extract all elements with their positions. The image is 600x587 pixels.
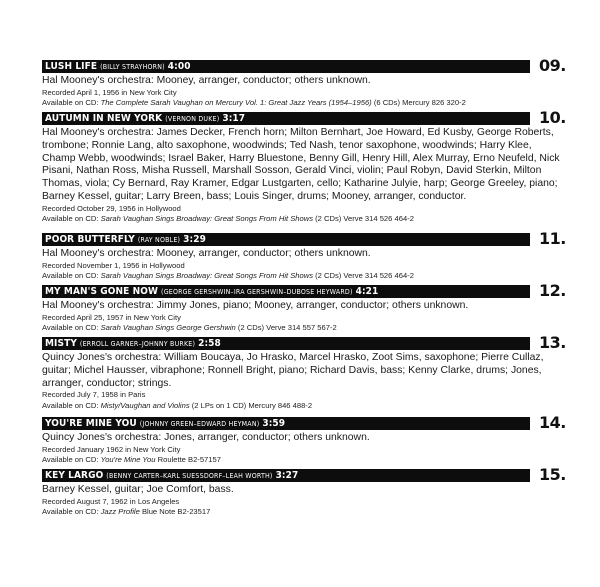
personnel-text: Barney Kessel, guitar; Joe Comfort, bass.: [42, 484, 234, 495]
recording-info: Recorded October 29, 1956 in Hollywood: [42, 203, 181, 213]
recording-info: Recorded November 1, 1956 in Hollywood: [42, 260, 185, 270]
recording-info: Recorded April 1, 1956 in New York City: [42, 87, 177, 97]
availability-info: [42, 323, 562, 333]
recording-info: Recorded April 25, 1957 in New York City: [42, 312, 181, 322]
album-title: Sarah Vaughan Sings Broadway: Great Songs From Hit Shows: [100, 214, 314, 224]
track-number: 11.: [539, 229, 566, 248]
track-title: POOR BUTTERFLY: [45, 234, 135, 245]
track-duration: 3:29: [183, 234, 206, 245]
album-title: Jazz Profile: [100, 507, 140, 517]
track-number: 09.: [539, 56, 566, 75]
availability-info: [42, 507, 562, 517]
track-details: [42, 300, 562, 334]
availability-info: [42, 455, 562, 465]
recording-info: Recorded July 7, 1958 in Paris: [42, 390, 146, 400]
track-header-bar: [42, 469, 530, 482]
available-prefix: Available on CD:: [42, 400, 99, 410]
album-title: Misty/Vaughan and Violins: [100, 400, 190, 410]
track-number: 13.: [539, 333, 566, 352]
track-details: [42, 484, 562, 518]
catalog-number: (2 CDs) Verve 314 526 464-2: [315, 271, 414, 281]
available-prefix: Available on CD:: [42, 214, 99, 224]
track-duration: 4:21: [355, 286, 379, 297]
track-header-bar: [42, 112, 530, 125]
track-composer: (RAY NOBLE): [137, 236, 181, 244]
catalog-number: (6 CDs) Mercury 826 320-2: [373, 98, 466, 108]
available-prefix: Available on CD:: [42, 323, 99, 333]
personnel-text: Hal Mooney's orchestra: Mooney, arranger, conductor; others unknown.: [42, 248, 371, 259]
availability-info: [42, 271, 562, 281]
track-header-bar: [42, 60, 530, 73]
track-number: 14.: [539, 413, 566, 432]
track-header-bar: [42, 285, 530, 298]
track-title: YOU'RE MINE YOU: [45, 418, 137, 429]
track-duration: 3:59: [262, 418, 286, 429]
track-header-bar: [42, 233, 530, 246]
track-number: 10.: [539, 108, 566, 127]
personnel-text: Quincy Jones's orchestra: William Boucaya, Jo Hrasko, Marcel Hrasko, Zoot Sims, saxophone; Pierre Cullaz, guitar; Michel Hausser, vibraphone; Ronnell Bright, piano; Richard Davis, bass; Kenny Clarke, drums; Jones, arranger, conductor; strings.: [42, 352, 544, 389]
album-title: You're Mine You: [100, 455, 156, 465]
track-title: MISTY: [45, 338, 77, 349]
catalog-number: Roulette B2-57157: [157, 455, 221, 465]
track-details: [42, 127, 562, 225]
track-duration: 3:27: [275, 470, 299, 481]
album-title: The Complete Sarah Vaughan on Mercury Vol. 1: Great Jazz Years (1954–1956): [100, 98, 372, 108]
track-title: MY MAN'S GONE NOW: [45, 286, 159, 297]
catalog-number: Blue Note B2-23517: [141, 507, 211, 517]
track-duration: 2:58: [198, 338, 221, 349]
track-composer: (GEORGE GERSHWIN–IRA GERSHWIN–DUBOSE HEYWARD): [161, 288, 353, 296]
available-prefix: Available on CD:: [42, 98, 99, 108]
catalog-number: (2 CDs) Verve 314 526 464-2: [315, 214, 414, 224]
personnel-text: Quincy Jones's orchestra: Jones, arranger, conductor; others unknown.: [42, 432, 370, 443]
catalog-number: (2 CDs) Verve 314 557 567-2: [237, 323, 337, 333]
track-title: AUTUMN IN NEW YORK: [45, 113, 163, 124]
availability-info: [42, 214, 562, 224]
track-details: [42, 248, 562, 282]
track-duration: 3:17: [222, 113, 246, 124]
track-composer: (JOHNNY GREEN–EDWARD HEYMAN): [139, 420, 260, 428]
recording-info: Recorded August 7, 1962 in Los Angeles: [42, 496, 180, 506]
track-composer: (VERNON DUKE): [165, 115, 220, 123]
album-title: Sarah Vaughan Sings George Gershwin: [100, 323, 236, 333]
track-composer: (BENNY CARTER–KARL SUESSDORF–LEAH WORTH): [106, 472, 273, 480]
track-number: 15.: [539, 465, 566, 484]
track-duration: 4:00: [167, 61, 191, 72]
personnel-text: Hal Mooney's orchestra: Jimmy Jones, piano; Mooney, arranger, conductor; others unknown.: [42, 300, 469, 311]
catalog-number: (2 LPs on 1 CD) Mercury 846 488-2: [191, 400, 313, 410]
track-header-bar: [42, 417, 530, 430]
track-number: 12.: [539, 281, 566, 300]
track-details: [42, 75, 562, 109]
available-prefix: Available on CD:: [42, 271, 99, 281]
personnel-text: Hal Mooney's orchestra: James Decker, French horn; Milton Bernhart, Joe Howard, Ed Kusby, George Roberts, trombone; Ronnie Lang, alto saxophone, woodwinds; Ted Nash, tenor saxophone, woodwinds; Harry Klee, Champ Webb, woodwinds; Israel Baker, Harry Bluestone, Benny Gill, Henry Hill, Alex Murray, Erno Neufeld, Nick Pisani, Nathan Ross, Misha Russell, Marshall Sosson, Gerald Vinci, violin; Paul Robyn, David Sterkin, Milton Thomas, viola; Cy Bernard, Ray Kramer, Edgar Lustgarten, cello; Katharine Julyie, harp; George Greeley, piano; Barney Kessel, guitar; Larry Breen, bass; Louis Singer, drums; Mooney, arranger, conductor.: [42, 127, 560, 202]
track-header-bar: [42, 337, 530, 350]
album-title: Sarah Vaughan Sings Broadway: Great Songs From Hit Shows: [100, 271, 314, 281]
track-details: [42, 432, 562, 466]
track-composer: (ERROLL GARNER–JOHNNY BURKE): [79, 340, 196, 348]
availability-info: [42, 401, 562, 411]
recording-info: Recorded January 1962 in New York City: [42, 444, 181, 454]
personnel-text: Hal Mooney's orchestra: Mooney, arranger, conductor; others unknown.: [42, 75, 371, 86]
availability-info: [42, 98, 562, 108]
track-title: LUSH LIFE: [45, 61, 98, 72]
available-prefix: Available on CD:: [42, 455, 99, 465]
track-details: [42, 352, 562, 411]
available-prefix: Available on CD:: [42, 507, 99, 517]
track-composer: (BILLY STRAYHORN): [100, 63, 165, 71]
track-title: KEY LARGO: [45, 470, 104, 481]
